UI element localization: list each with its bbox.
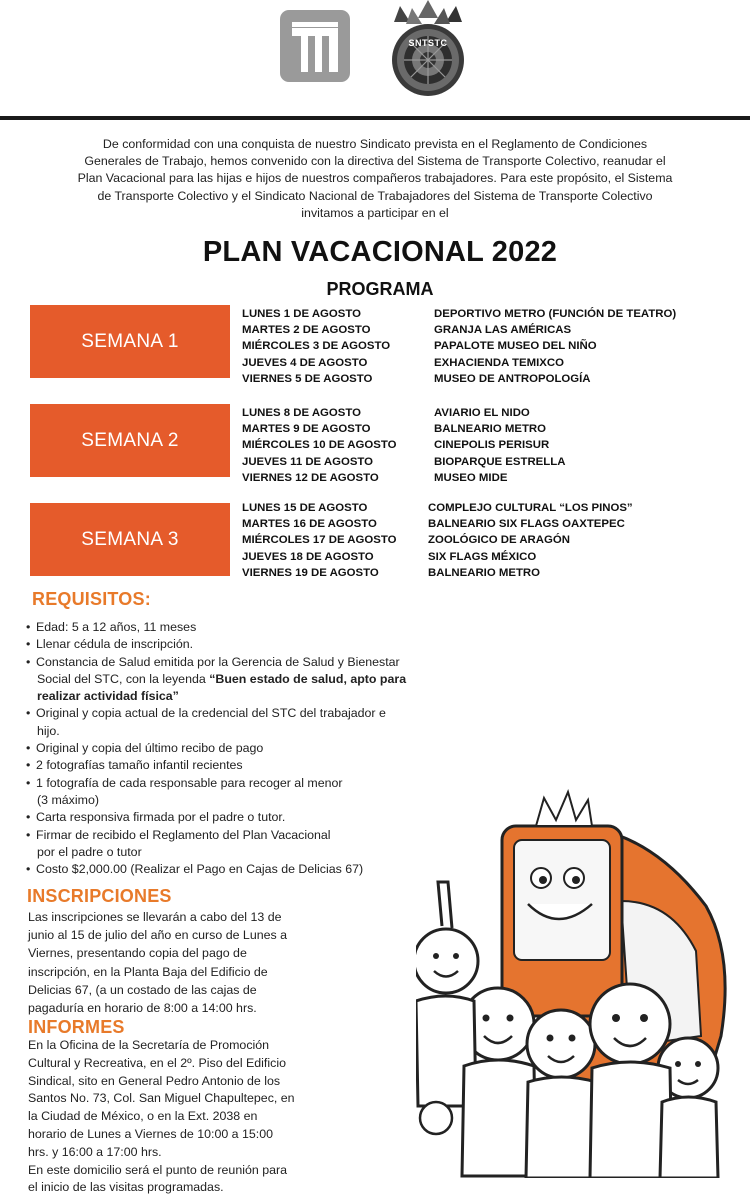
place-item: COMPLEJO CULTURAL “LOS PINOS” [428,502,633,514]
list-item-continuation [26,671,431,688]
kids-with-metro-train-illustration [416,786,736,1178]
list-item-text: Social del STC, con la leyenda [37,671,210,686]
day-item: JUEVES 11 DE AGOSTO [242,455,374,468]
list-item: • Edad: 5 a 12 años, 11 meses [26,619,431,636]
day-item: MIÉRCOLES 17 DE AGOSTO [242,534,397,547]
list-item: • Constancia de Salud emitida por la Gerencia de Salud y Bienestar [26,654,431,671]
informes-paragraph [28,1037,328,1197]
place-item: GRANJA LAS AMÉRICAS [434,324,572,337]
paragraph-line: inscripción, en la Planta Baja del Edificio de [28,964,268,979]
paragraph-line: Viernes, presentando copia del pago de [28,946,247,961]
place-item: MUSEO DE ANTROPOLOGÍA [434,372,591,385]
day-item: MARTES 9 DE AGOSTO [242,423,371,436]
requirements-list [26,619,431,878]
place-item: BALNEARIO METRO [428,566,541,579]
week-2-places [434,405,565,486]
list-item: • Original y copia del último recibo de pago [26,740,431,757]
week-1-days [242,306,390,387]
paragraph-line: Sindical, sito en General Pedro Antonio de los [28,1073,281,1088]
intro-paragraph [40,136,710,222]
list-item: • Costo $2,000.00 (Realizar el Pago en Cajas de Delicias 67) [26,861,431,878]
intro-line: Generales de Trabajo, hemos convenido con la directiva del Sistema de Transporte Colectivo, reanudar el [84,154,666,169]
list-item: • 2 fotografías tamaño infantil recientes [26,757,431,774]
paragraph-line: Cultural y Recreativa, en el 2º. Piso del Edificio [28,1055,286,1070]
inscripciones-heading: INSCRIPCIONES [27,886,172,906]
page-title: PLAN VACACIONAL 2022 [202,236,558,268]
day-item: LUNES 15 DE AGOSTO [242,502,368,514]
intro-line: invitamos a participar en el [301,205,449,220]
day-item: JUEVES 18 DE AGOSTO [242,550,374,563]
day-item: VIERNES 12 DE AGOSTO [242,471,379,484]
day-item: VIERNES 19 DE AGOSTO [242,566,379,579]
intro-line: Plan Vacacional para las hijas e hijos de nuestros compañeros trabajadores. Para este propósito, el Sistema [77,171,673,186]
place-item: BIOPARQUE ESTRELLA [434,455,566,468]
list-item: • Llenar cédula de inscripción. [26,636,431,653]
place-item: DEPORTIVO METRO (FUNCIÓN DE TEATRO) [434,308,677,320]
place-item: AVIARIO EL NIDO [434,407,530,419]
program-subtitle: PROGRAMA [326,279,434,299]
paragraph-line: hrs. y 16:00 a 17:00 hrs. [28,1144,162,1159]
day-item: MIÉRCOLES 3 DE AGOSTO [242,340,391,353]
paragraph-line: Las inscripciones se llevarán a cabo del 13 de [28,910,282,924]
inscripciones-paragraph [28,908,328,1017]
header-divider [0,116,750,120]
paragraph-line: Santos No. 73, Col. San Miguel Chapultepec, en [28,1091,295,1106]
place-item: SIX FLAGS MÉXICO [428,550,537,563]
day-item: MARTES 16 DE AGOSTO [242,518,377,531]
week-3-places [428,500,633,581]
list-item: • 1 fotografía de cada responsable para recoger al menor [26,775,431,792]
intro-line: de Transporte Colectivo y el Sindicato Nacional de Trabajadores del Sistema de Transporte Colectivo [97,188,653,203]
paragraph-line: la Ciudad de México, o en la Ext. 2038 en [28,1109,258,1124]
header [0,0,750,117]
day-item: MARTES 2 DE AGOSTO [242,324,371,337]
place-item: EXHACIENDA TEMIXCO [434,356,564,369]
paragraph-line: pagaduría en horario de 8:00 a 14:00 hrs. [28,1001,257,1016]
sntstc-seal-icon [388,0,468,104]
day-item: MIÉRCOLES 10 DE AGOSTO [242,439,397,452]
place-item: ZOOLÓGICO DE ARAGÓN [428,534,570,547]
paragraph-line: el inicio de las visitas programadas. [28,1180,224,1195]
paragraph-line: En este domicilio será el punto de reunión para [28,1162,287,1177]
informes-heading: INFORMES [28,1017,125,1037]
metro-logo-icon [278,8,352,84]
day-item: LUNES 1 DE AGOSTO [242,308,361,320]
list-item: • Original y copia actual de la credencial del STC del trabajador e [26,705,431,722]
place-item: MUSEO MIDE [434,471,508,484]
paragraph-line: En la Oficina de la Secretaría de Promoción [28,1038,270,1052]
list-item-continuation: por el padre o tutor [37,844,142,859]
paragraph-line: junio al 15 de julio del año en curso de Lunes a [28,928,288,943]
requisitos-heading: REQUISITOS: [32,589,151,609]
list-item-continuation: (3 máximo) [37,792,99,807]
week-3-label: SEMANA 3 [30,503,230,576]
week-3-days [242,500,396,581]
week-2-label: SEMANA 2 [30,404,230,477]
list-item-continuation: hijo. [37,723,60,738]
week-1-places [434,306,676,387]
place-item: PAPALOTE MUSEO DEL NIÑO [434,340,597,353]
paragraph-line: horario de Lunes a Viernes de 10:00 a 15:00 [28,1126,274,1141]
sntstc-logo-text: SNTSTC [408,38,448,48]
day-item: VIERNES 5 DE AGOSTO [242,372,373,385]
intro-line: De conformidad con una conquista de nuestro Sindicato prevista en el Reglamento de Condiciones [102,137,648,151]
day-item: LUNES 8 DE AGOSTO [242,407,361,419]
week-1-label: SEMANA 1 [30,305,230,378]
list-item: • Firmar de recibido el Reglamento del Plan Vacacional [26,827,431,844]
health-legend-bold: “Buen estado de salud, apto para [209,671,407,686]
list-item: • Carta responsiva firmada por el padre o tutor. [26,809,431,826]
paragraph-line: Delicias 67, (a un costado de las cajas de [28,982,257,997]
list-item-continuation [26,688,431,705]
place-item: BALNEARIO METRO [434,423,547,436]
day-item: JUEVES 4 DE AGOSTO [242,356,368,369]
place-item: BALNEARIO SIX FLAGS OAXTEPEC [428,518,625,531]
week-2-days [242,405,396,486]
health-legend-bold: realizar actividad física” [37,689,179,704]
place-item: CINEPOLIS PERISUR [434,439,550,452]
